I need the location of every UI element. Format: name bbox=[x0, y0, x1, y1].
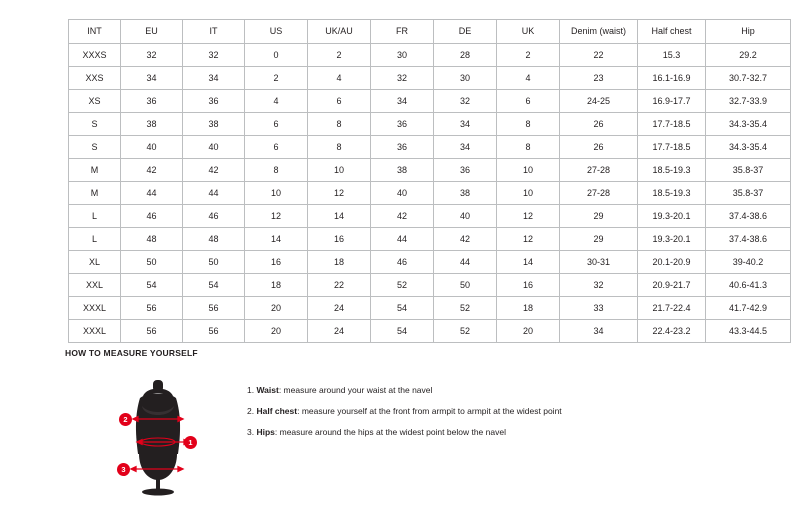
table-cell: 23 bbox=[560, 67, 638, 90]
instruction-label: Waist bbox=[256, 385, 279, 395]
table-cell: 22 bbox=[308, 274, 371, 297]
table-cell: XXL bbox=[69, 274, 121, 297]
table-cell: 38 bbox=[183, 113, 245, 136]
table-cell: 6 bbox=[245, 136, 308, 159]
table-cell: 50 bbox=[183, 251, 245, 274]
table-cell: 17.7-18.5 bbox=[638, 136, 706, 159]
measure-instruction-half-chest bbox=[247, 401, 745, 422]
table-cell: 24 bbox=[308, 297, 371, 320]
table-cell: 34 bbox=[434, 136, 497, 159]
table-cell: 35.8-37 bbox=[706, 159, 791, 182]
table-cell: 14 bbox=[245, 228, 308, 251]
table-cell: 6 bbox=[497, 90, 560, 113]
table-cell: 34.3-35.4 bbox=[706, 136, 791, 159]
table-cell: L bbox=[69, 205, 121, 228]
table-row bbox=[69, 320, 791, 343]
table-cell: 42 bbox=[183, 159, 245, 182]
instruction-text: : measure yourself at the front from armpit to armpit at the widest point bbox=[297, 406, 562, 416]
table-cell: 29.2 bbox=[706, 44, 791, 67]
table-cell: 36 bbox=[121, 90, 183, 113]
mannequin-illustration bbox=[95, 368, 225, 498]
instruction-number: 3. bbox=[247, 427, 255, 437]
instruction-label: Half chest bbox=[256, 406, 298, 416]
instruction-label: Hips bbox=[256, 427, 275, 437]
column-header: Hip bbox=[706, 20, 791, 44]
table-cell: 34 bbox=[434, 113, 497, 136]
table-cell: XXXL bbox=[69, 297, 121, 320]
table-cell: 22 bbox=[560, 44, 638, 67]
table-row bbox=[69, 251, 791, 274]
table-cell: 41.7-42.9 bbox=[706, 297, 791, 320]
instruction-text: : measure around the hips at the widest point below the navel bbox=[274, 427, 506, 437]
table-cell: 56 bbox=[121, 297, 183, 320]
table-cell: 32 bbox=[183, 44, 245, 67]
table-cell: 44 bbox=[183, 182, 245, 205]
table-cell: 10 bbox=[245, 182, 308, 205]
table-cell: 4 bbox=[308, 67, 371, 90]
table-cell: 18 bbox=[245, 274, 308, 297]
table-row bbox=[69, 113, 791, 136]
table-cell: 12 bbox=[308, 182, 371, 205]
table-row bbox=[69, 205, 791, 228]
table-cell: 39-40.2 bbox=[706, 251, 791, 274]
table-cell: 56 bbox=[121, 320, 183, 343]
table-cell: 44 bbox=[371, 228, 434, 251]
table-cell: 50 bbox=[121, 251, 183, 274]
table-cell: XXS bbox=[69, 67, 121, 90]
table-cell: 54 bbox=[371, 297, 434, 320]
table-row bbox=[69, 67, 791, 90]
table-cell: L bbox=[69, 228, 121, 251]
table-cell: 32 bbox=[434, 90, 497, 113]
table-cell: 38 bbox=[434, 182, 497, 205]
table-cell: 38 bbox=[121, 113, 183, 136]
table-cell: 28 bbox=[434, 44, 497, 67]
table-cell: 18 bbox=[308, 251, 371, 274]
table-cell: 27-28 bbox=[560, 159, 638, 182]
column-header: FR bbox=[371, 20, 434, 44]
table-cell: 21.7-22.4 bbox=[638, 297, 706, 320]
table-cell: 44 bbox=[121, 182, 183, 205]
table-cell: 6 bbox=[308, 90, 371, 113]
column-header: EU bbox=[121, 20, 183, 44]
mannequin-figure bbox=[95, 368, 225, 498]
table-cell: 8 bbox=[245, 159, 308, 182]
table-cell: 36 bbox=[371, 113, 434, 136]
table-cell: 0 bbox=[245, 44, 308, 67]
table-cell: 24-25 bbox=[560, 90, 638, 113]
table-cell: S bbox=[69, 113, 121, 136]
table-header-row bbox=[69, 20, 791, 44]
table-cell: 34 bbox=[183, 67, 245, 90]
table-cell: 20 bbox=[245, 320, 308, 343]
column-header: Denim (waist) bbox=[560, 20, 638, 44]
table-cell: 40.6-41.3 bbox=[706, 274, 791, 297]
table-cell: 30.7-32.7 bbox=[706, 67, 791, 90]
table-cell: 30-31 bbox=[560, 251, 638, 274]
table-cell: 19.3-20.1 bbox=[638, 228, 706, 251]
table-cell: 14 bbox=[497, 251, 560, 274]
table-cell: 46 bbox=[121, 205, 183, 228]
table-cell: 33 bbox=[560, 297, 638, 320]
table-cell: 29 bbox=[560, 205, 638, 228]
table-cell: 22.4-23.2 bbox=[638, 320, 706, 343]
table-cell: 18.5-19.3 bbox=[638, 182, 706, 205]
table-cell: XS bbox=[69, 90, 121, 113]
table-cell: 2 bbox=[308, 44, 371, 67]
table-cell: 42 bbox=[121, 159, 183, 182]
table-cell: 36 bbox=[371, 136, 434, 159]
table-cell: 16 bbox=[245, 251, 308, 274]
table-cell: 40 bbox=[434, 205, 497, 228]
column-header: Half chest bbox=[638, 20, 706, 44]
table-cell: M bbox=[69, 182, 121, 205]
table-row bbox=[69, 274, 791, 297]
table-cell: 6 bbox=[245, 113, 308, 136]
table-cell: 52 bbox=[434, 297, 497, 320]
table-cell: 42 bbox=[371, 205, 434, 228]
how-to-measure-title: HOW TO MEASURE YOURSELF bbox=[65, 348, 198, 358]
table-cell: 56 bbox=[183, 297, 245, 320]
table-cell: 17.7-18.5 bbox=[638, 113, 706, 136]
table-cell: 15.3 bbox=[638, 44, 706, 67]
table-cell: 16.1-16.9 bbox=[638, 67, 706, 90]
column-header: INT bbox=[69, 20, 121, 44]
table-cell: 38 bbox=[371, 159, 434, 182]
table-cell: 48 bbox=[121, 228, 183, 251]
table-cell: 20.1-20.9 bbox=[638, 251, 706, 274]
table-cell: 54 bbox=[121, 274, 183, 297]
table-cell: 12 bbox=[497, 205, 560, 228]
table-cell: 20.9-21.7 bbox=[638, 274, 706, 297]
measure-instruction-hips bbox=[247, 422, 745, 443]
table-cell: 56 bbox=[183, 320, 245, 343]
table-cell: 30 bbox=[434, 67, 497, 90]
table-cell: 27-28 bbox=[560, 182, 638, 205]
table-cell: 16.9-17.7 bbox=[638, 90, 706, 113]
table-cell: 34.3-35.4 bbox=[706, 113, 791, 136]
table-cell: 8 bbox=[497, 113, 560, 136]
table-cell: 42 bbox=[434, 228, 497, 251]
table-cell: 12 bbox=[245, 205, 308, 228]
table-cell: 52 bbox=[434, 320, 497, 343]
measure-badge-1: 1 bbox=[184, 436, 197, 449]
measure-instruction-waist bbox=[247, 380, 745, 401]
table-cell: M bbox=[69, 159, 121, 182]
table-cell: 30 bbox=[371, 44, 434, 67]
table-cell: 40 bbox=[121, 136, 183, 159]
table-cell: 24 bbox=[308, 320, 371, 343]
instruction-number: 1. bbox=[247, 385, 255, 395]
table-cell: 32 bbox=[560, 274, 638, 297]
table-row bbox=[69, 44, 791, 67]
table-cell: 18.5-19.3 bbox=[638, 159, 706, 182]
column-header: UK bbox=[497, 20, 560, 44]
table-cell: 34 bbox=[560, 320, 638, 343]
table-row bbox=[69, 136, 791, 159]
table-cell: 4 bbox=[497, 67, 560, 90]
table-cell: XXXS bbox=[69, 44, 121, 67]
size-table-container bbox=[68, 19, 768, 343]
table-cell: 20 bbox=[245, 297, 308, 320]
table-cell: 14 bbox=[308, 205, 371, 228]
table-cell: 40 bbox=[371, 182, 434, 205]
table-cell: 32 bbox=[121, 44, 183, 67]
table-cell: 36 bbox=[434, 159, 497, 182]
table-row bbox=[69, 90, 791, 113]
instruction-text: : measure around your waist at the navel bbox=[278, 385, 433, 395]
table-cell: 10 bbox=[308, 159, 371, 182]
table-cell: 26 bbox=[560, 136, 638, 159]
column-header: UK/AU bbox=[308, 20, 371, 44]
measure-instructions bbox=[247, 380, 745, 443]
table-cell: 12 bbox=[497, 228, 560, 251]
table-cell: 20 bbox=[497, 320, 560, 343]
instruction-number: 2. bbox=[247, 406, 255, 416]
table-cell: 26 bbox=[560, 113, 638, 136]
table-cell: 46 bbox=[183, 205, 245, 228]
table-row bbox=[69, 159, 791, 182]
table-row bbox=[69, 228, 791, 251]
measure-badge-2: 2 bbox=[119, 413, 132, 426]
table-cell: 52 bbox=[371, 274, 434, 297]
column-header: IT bbox=[183, 20, 245, 44]
table-cell: 37.4-38.6 bbox=[706, 228, 791, 251]
table-cell: 46 bbox=[371, 251, 434, 274]
table-cell: 34 bbox=[121, 67, 183, 90]
table-cell: 16 bbox=[497, 274, 560, 297]
table-cell: 10 bbox=[497, 159, 560, 182]
table-cell: 4 bbox=[245, 90, 308, 113]
measure-badge-3: 3 bbox=[117, 463, 130, 476]
table-cell: 8 bbox=[497, 136, 560, 159]
table-cell: 18 bbox=[497, 297, 560, 320]
table-cell: 19.3-20.1 bbox=[638, 205, 706, 228]
column-header: US bbox=[245, 20, 308, 44]
table-cell: 16 bbox=[308, 228, 371, 251]
table-cell: 54 bbox=[371, 320, 434, 343]
table-cell: 37.4-38.6 bbox=[706, 205, 791, 228]
table-cell: 54 bbox=[183, 274, 245, 297]
table-cell: XL bbox=[69, 251, 121, 274]
table-cell: S bbox=[69, 136, 121, 159]
table-cell: 34 bbox=[371, 90, 434, 113]
table-cell: 8 bbox=[308, 136, 371, 159]
table-cell: 44 bbox=[434, 251, 497, 274]
how-to-measure-section bbox=[65, 348, 745, 498]
table-cell: 2 bbox=[245, 67, 308, 90]
table-row bbox=[69, 297, 791, 320]
table-cell: 8 bbox=[308, 113, 371, 136]
table-row bbox=[69, 182, 791, 205]
column-header: DE bbox=[434, 20, 497, 44]
table-cell: 10 bbox=[497, 182, 560, 205]
table-cell: 35.8-37 bbox=[706, 182, 791, 205]
table-cell: XXXL bbox=[69, 320, 121, 343]
table-cell: 32 bbox=[371, 67, 434, 90]
table-cell: 50 bbox=[434, 274, 497, 297]
table-cell: 32.7-33.9 bbox=[706, 90, 791, 113]
table-cell: 40 bbox=[183, 136, 245, 159]
table-cell: 29 bbox=[560, 228, 638, 251]
table-cell: 48 bbox=[183, 228, 245, 251]
table-cell: 2 bbox=[497, 44, 560, 67]
table-cell: 36 bbox=[183, 90, 245, 113]
table-cell: 43.3-44.5 bbox=[706, 320, 791, 343]
how-to-measure-body bbox=[65, 368, 745, 498]
size-conversion-table bbox=[68, 19, 791, 343]
